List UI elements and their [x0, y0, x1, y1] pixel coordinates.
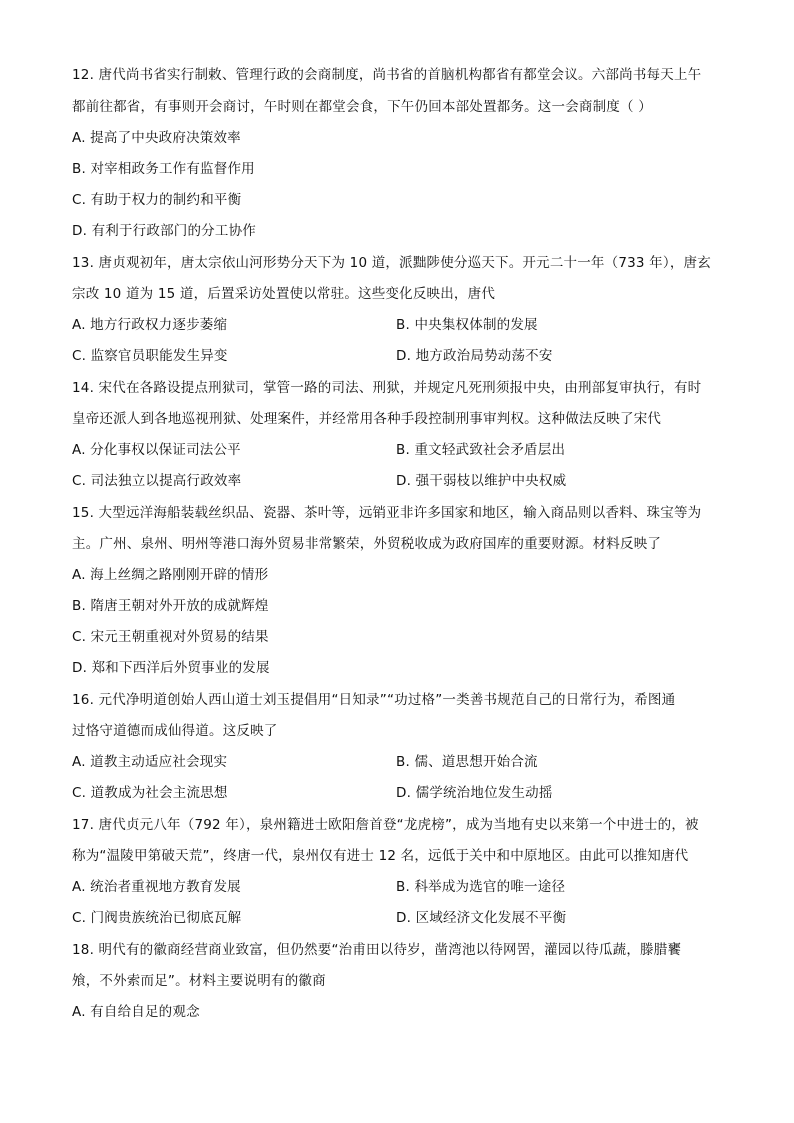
q15-option-b: B. 隋唐王朝对外开放的成就辉煌 [72, 598, 269, 614]
q18-stem-line-1: 18. 明代有的徽商经营商业致富，但仍然要“治甫田以待岁，凿湾池以待网罟，灌园以待瓜蔬，滕腊饔 [72, 942, 682, 958]
q17-stem-line-1: 17. 唐代贞元八年（792 年），泉州籍进士欧阳詹首登“龙虎榜”，成为当地有史以来第一个中进士的，被 [72, 817, 699, 833]
q17-option-c: C. 门阀贵族统治已彻底瓦解 [72, 910, 242, 926]
q12-option-a: A. 提高了中央政府决策效率 [72, 130, 241, 146]
q18-stem-line-2: 飧，不外索而足”。材料主要说明有的徽商 [72, 973, 326, 989]
q12-stem-line-1: 12. 唐代尚书省实行制敕、管理行政的会商制度，尚书省的首脑机构都省有都堂会议。六部尚书每天上午 [72, 67, 702, 83]
q17-option-a: A. 统治者重视地方教育发展 [72, 879, 241, 895]
q17-option-b: B. 科举成为选官的唯一途径 [396, 879, 566, 895]
q13-stem-line-1: 13. 唐贞观初年，唐太宗依山河形势分天下为 10 道，派黜陟使分巡天下。开元二十一年（733 年），唐玄 [72, 255, 711, 271]
q14-stem-line-2: 皇帝还派人到各地巡视刑狱、处理案件，并经常用各种手段控制刑事审判权。这种做法反映了宋代 [72, 411, 662, 427]
q13-option-d: D. 地方政治局势动荡不安 [396, 348, 553, 364]
q12-option-c: C. 有助于权力的制约和平衡 [72, 192, 242, 208]
q16-option-c: C. 道教成为社会主流思想 [72, 785, 228, 801]
q13-option-b: B. 中央集权体制的发展 [396, 317, 538, 333]
q17-stem-line-2: 称为“温陵甲第破天荒”，终唐一代，泉州仅有进士 12 名，远低于关中和中原地区。由此可以推知唐代 [72, 848, 689, 864]
q15-stem-line-1: 15. 大型远洋海船装载丝织品、瓷器、茶叶等，远销亚非许多国家和地区，输入商品则以香料、珠宝等为 [72, 505, 702, 521]
q15-option-d: D. 郑和下西洋后外贸事业的发展 [72, 660, 270, 676]
q14-option-a: A. 分化事权以保证司法公平 [72, 442, 241, 458]
q16-option-a: A. 道教主动适应社会现实 [72, 754, 228, 770]
q12-option-d: D. 有利于行政部门的分工协作 [72, 223, 256, 239]
q16-option-b: B. 儒、道思想开始合流 [396, 754, 538, 770]
q13-stem-line-2: 宗改 10 道为 15 道，后置采访处置使以常驻。这些变化反映出，唐代 [72, 286, 496, 302]
q15-option-c: C. 宋元王朝重视对外贸易的结果 [72, 629, 269, 645]
q13-option-c: C. 监察官员职能发生异变 [72, 348, 228, 364]
q17-option-d: D. 区域经济文化发展不平衡 [396, 910, 567, 926]
q14-option-c: C. 司法独立以提高行政效率 [72, 473, 242, 489]
q13-option-a: A. 地方行政权力逐步萎缩 [72, 317, 228, 333]
q16-option-d: D. 儒学统治地位发生动摇 [396, 785, 553, 801]
q14-option-b: B. 重文轻武致社会矛盾层出 [396, 442, 566, 458]
q15-option-a: A. 海上丝绸之路刚刚开辟的情形 [72, 567, 269, 583]
q18-option-a: A. 有自给自足的观念 [72, 1004, 200, 1020]
q15-stem-line-2: 主。广州、泉州、明州等港口海外贸易非常繁荣，外贸税收成为政府国库的重要财源。材料反映了 [72, 536, 662, 552]
q14-stem-line-1: 14. 宋代在各路设提点刑狱司，掌管一路的司法、刑狱，并规定凡死刑须报中央，由刑部复审执行，有时 [72, 380, 702, 396]
q14-option-d: D. 强干弱枝以维护中央权威 [396, 473, 567, 489]
q16-stem-line-2: 过恪守道德而成仙得道。这反映了 [72, 723, 278, 739]
q12-option-b: B. 对宰相政务工作有监督作用 [72, 161, 255, 177]
q16-stem-line-1: 16. 元代净明道创始人西山道士刘玉提倡用“日知录”“功过格”一类善书规范自己的日常行为，希图通 [72, 692, 676, 708]
q12-stem-line-2: 都前往都省，有事则开会商讨，午时则在都堂会食，下午仍回本部处置都务。这一会商制度（ ） [72, 99, 652, 115]
